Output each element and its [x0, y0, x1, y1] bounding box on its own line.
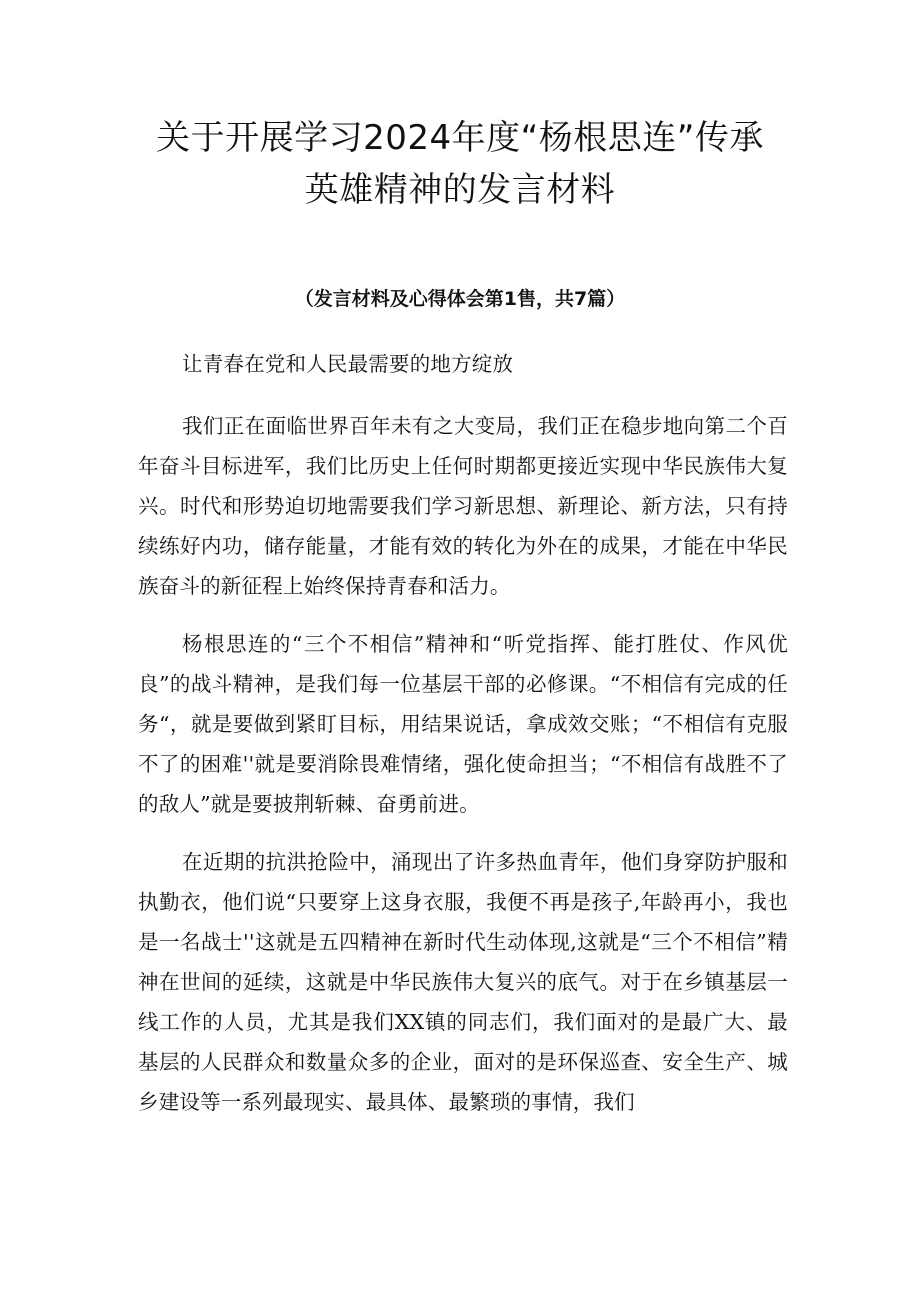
- title-line-2: 英雄精神的发言材料: [304, 170, 616, 210]
- body-paragraph-1: 我们正在面临世界百年未有之大变局，我们正在稳步地向第二个百年奋斗目标进军，我们比历史上任何时期都更接近实现中华民族伟大复兴。时代和形势迫切地需要我们学习新思想、新理论、新方法，只有持续练好内功，储存能量，才能有效的转化为外在的成果，才能在中华民族奋斗的新征程上始终保持青春和活力。: [138, 414, 788, 598]
- document-subtitle: （发言材料及心得体会第1售，共7篇）: [294, 288, 626, 310]
- section-heading: 让青春在党和人民最需要的地方绽放: [182, 352, 514, 376]
- title-line-1: 关于开展学习2024年度“杨根思连”传承: [156, 118, 764, 158]
- body-paragraph-3: 在近期的抗洪抢险中，涌现出了许多热血青年，他们身穿防护服和执勤衣，他们说“只要穿上这身衣服，我便不再是孩子,年龄再小，我也是一名战士''这就是五四精神在新时代生动体现,这就是“三个不相信”精神在世间的延续，这就是中华民族伟大复兴的底气。对于在乡镇基层一线工作的人员，尤其是我们XX镇的同志们，我们面对的是最广大、最基层的人民群众和数量众多的企业，面对的是环保巡查、安全生产、城乡建设等一系列最现实、最具体、最繁琐的事情，我们: [138, 850, 788, 1114]
- body-paragraph-2: 杨根思连的“三个不相信”精神和“听党指挥、能打胜仗、作风优良”的战斗精神，是我们每一位基层干部的必修课。“不相信有完成的任务“，就是要做到紧盯目标，用结果说话，拿成效交账；“不相信有克服不了的困难''就是要消除畏难情绪，强化使命担当；“不相信有战胜不了的敌人”就是要披荆斩棘、奋勇前进。: [138, 632, 788, 816]
- document-body: [138, 344, 788, 1140]
- document-title: [60, 112, 860, 216]
